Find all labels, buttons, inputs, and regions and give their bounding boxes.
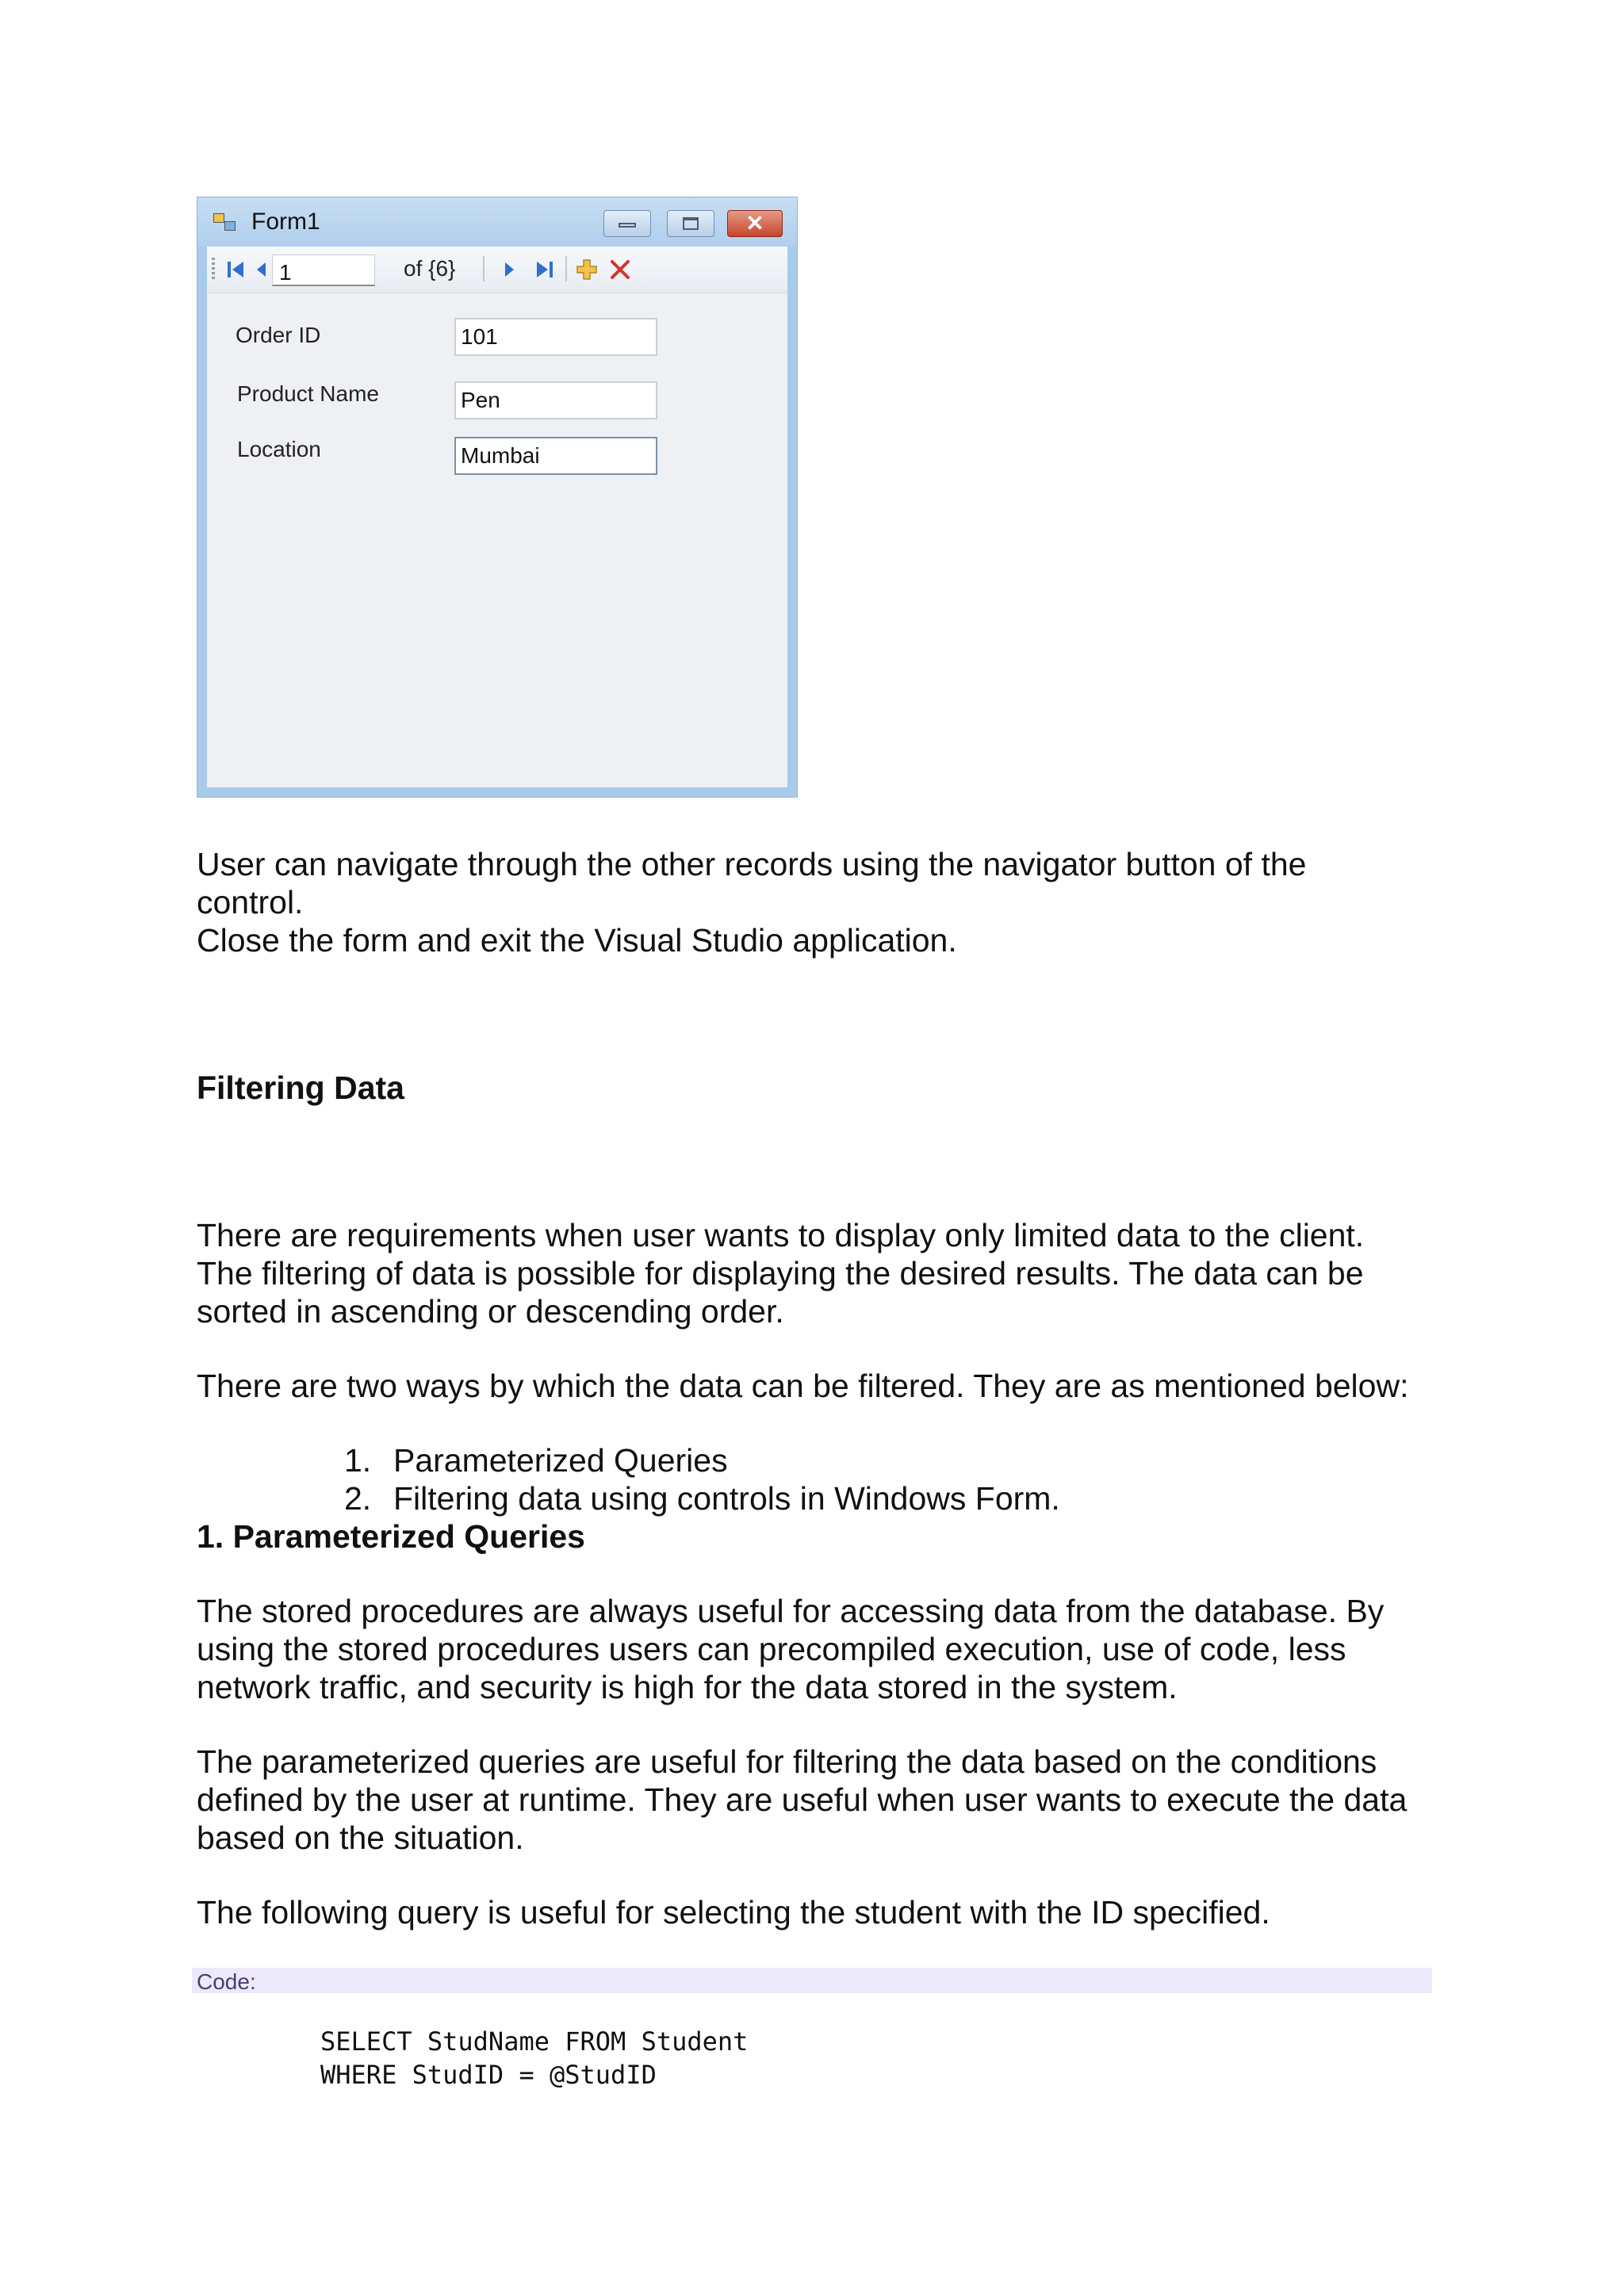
position-input[interactable]: 1 (272, 254, 375, 286)
code-block (320, 2025, 748, 2091)
location-label: Location (237, 437, 321, 461)
paragraph-two-ways: There are two ways by which the data can be filtered. They are as mentioned below: (197, 1368, 1409, 1404)
close-icon: ✕ (745, 211, 764, 235)
move-last-icon[interactable] (532, 258, 556, 281)
maximize-button[interactable] (667, 210, 714, 237)
toolbar-separator (565, 256, 567, 281)
order-id-label: Order ID (236, 323, 321, 347)
code-label: Code: (197, 1969, 256, 1994)
code-line: SELECT StudName FROM Student (320, 2026, 749, 2057)
subheading-parameterized-queries: 1. Parameterized Queries (197, 1518, 585, 1555)
paragraph-stored-procedures-line1: The stored procedures are always useful for accessing data from the database. By (197, 1593, 1385, 1629)
paragraph-requirements-line1: There are requirements when user wants to display only limited data to the client. (197, 1217, 1365, 1253)
record-count-label: of {6} (404, 256, 456, 281)
paragraph-stored-procedures-line3: network traffic, and security is high for the data stored in the system. (197, 1669, 1178, 1705)
binding-navigator (207, 247, 787, 293)
paragraph-navigate-line2: control. (197, 884, 304, 920)
paragraph-requirements-line3: sorted in ascending or descending order. (197, 1293, 784, 1330)
code-line: WHERE StudID = @StudID (320, 2060, 657, 2090)
window-title: Form1 (251, 209, 320, 235)
code-block-header (192, 1968, 1432, 1993)
close-button[interactable] (727, 210, 783, 237)
paragraph-close-form: Close the form and exit the Visual Studio application. (197, 922, 957, 959)
toolbar-grip[interactable] (212, 258, 215, 281)
paragraph-parameterized-line2: defined by the user at runtime. They are useful when user wants to execute the data (197, 1781, 1408, 1818)
list-item-number: 2. (344, 1480, 372, 1517)
paragraph-navigate-line1: User can navigate through the other records using the navigator button of the (197, 846, 1307, 882)
toolbar-separator (483, 256, 485, 281)
paragraph-parameterized-line1: The parameterized queries are useful for filtering the data based on the conditions (197, 1743, 1377, 1780)
form1-window (197, 197, 798, 798)
title-bar (197, 197, 797, 247)
form-icon (213, 213, 237, 234)
delete-icon[interactable] (608, 258, 632, 281)
add-new-icon[interactable] (575, 258, 599, 281)
move-next-icon[interactable] (497, 258, 521, 281)
paragraph-requirements-line2: The filtering of data is possible for displaying the desired results. The data can be (197, 1255, 1364, 1292)
location-field[interactable]: Mumbai (454, 437, 657, 475)
minimize-button[interactable] (603, 210, 651, 237)
paragraph-parameterized-line3: based on the situation. (197, 1820, 524, 1856)
product-name-label: Product Name (237, 381, 379, 406)
form-client-area (207, 247, 787, 787)
list-item-number: 1. (344, 1442, 372, 1479)
paragraph-following-query: The following query is useful for selecting the student with the ID specified. (197, 1894, 1270, 1931)
list-item: Parameterized Queries (393, 1442, 728, 1479)
product-name-field[interactable]: Pen (454, 381, 657, 419)
order-id-field[interactable]: 101 (454, 318, 657, 356)
paragraph-stored-procedures-line2: using the stored procedures users can precompiled execution, use of code, less (197, 1631, 1346, 1667)
heading-filtering-data: Filtering Data (197, 1070, 404, 1106)
list-item: Filtering data using controls in Windows Form. (393, 1480, 1060, 1517)
move-first-icon[interactable] (224, 258, 248, 281)
